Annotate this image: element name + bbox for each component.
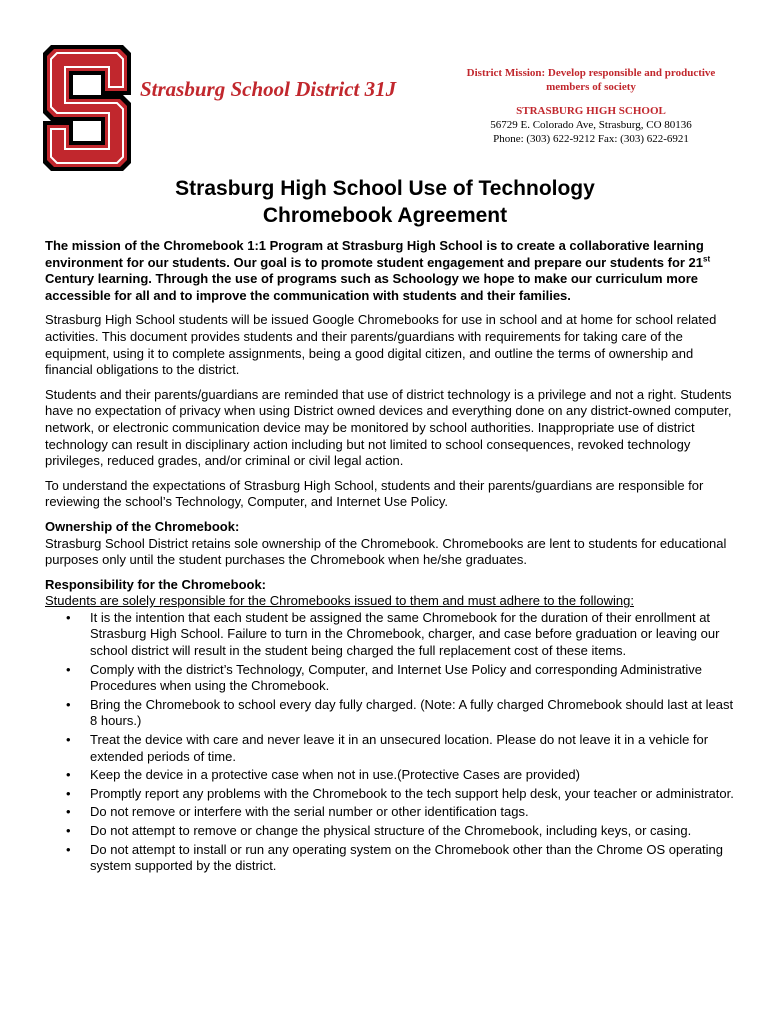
title-line-1: Strasburg High School Use of Technology [175, 177, 595, 200]
district-name: Strasburg School District 31J [140, 77, 397, 101]
responsibility-heading: Responsibility for the Chromebook: [45, 576, 267, 592]
ownership-section [45, 519, 735, 569]
district-mission: District Mission: Develop responsible and productive members of society [466, 67, 716, 93]
district-logo [43, 45, 131, 171]
list-item: • Comply with the district’s Technology, Computer, and Internet Use Policy and corresponding Administrative Procedures when using the Chromebook. [66, 661, 703, 694]
responsibility-section [45, 577, 735, 875]
school-contact-block [450, 66, 732, 146]
bullet-icon: • [66, 785, 71, 801]
list-item: • Treat the device with care and never leave it in an unsecured location. Please do not leave it in a vehicle for extended periods of time. [66, 732, 709, 764]
bullet-icon: • [66, 841, 71, 857]
intro-paragraph: The mission of the Chromebook 1:1 Program at Strasburg High School is to create a collaborative learning environment for our students. Our goal is to promote student engagement and prepare our students for 21st Century learning. Through the use of programs such as Schoology we hope to make our curriculum more accessible for all and to improve the communication with students and their families. [45, 238, 711, 303]
responsibility-list [45, 610, 735, 875]
bullet-icon: • [66, 661, 71, 677]
title-line-2: Chromebook Agreement [262, 204, 508, 227]
list-item: • It is the intention that each student be assigned the same Chromebook for the duration of their enrollment at Strasburg High School. Failure to turn in the Chromebook, charger, and case before graduation or leaving our school district will result in the student being charged the full replacement cost of these items. [66, 609, 720, 659]
responsibility-subheading: Students are solely responsible for the Chromebooks issued to them and must adhere to the following: [45, 593, 634, 609]
school-phone: Phone: (303) 622-9212 Fax: (303) 622-6921 [493, 133, 689, 145]
bullet-icon: • [66, 696, 71, 712]
list-item: • Do not attempt to remove or change the physical structure of the Chromebook, including keys, or casing. [66, 823, 692, 838]
school-address: 56729 E. Colorado Ave, Strasburg, CO 80136 [490, 119, 692, 131]
list-item: • Promptly report any problems with the Chromebook to the tech support help desk, your teacher or administrator. [66, 785, 734, 801]
list-item: • Do not remove or interfere with the serial number or other identification tags. [66, 804, 529, 820]
list-item: • Bring the Chromebook to school every day fully charged. (Note: A fully charged Chromebook should last at least 8 hours.) [66, 696, 734, 729]
list-item: • Keep the device in a protective case when not in use.(Protective Cases are provided) [66, 767, 580, 783]
document-body [45, 238, 735, 877]
bullet-icon: • [66, 823, 71, 838]
ownership-text: Strasburg School District retains sole ownership of the Chromebook. Chromebooks are lent to students for educational purposes only until the student purchases the Chromebook when he/she graduates. [45, 535, 727, 568]
school-name: STRASBURG HIGH SCHOOL [516, 105, 666, 117]
paragraph-policy: To understand the expectations of Strasburg High School, students and their parents/guardians are responsible for reviewing the school’s Technology, Computer, and Internet Use Policy. [45, 477, 704, 510]
bullet-icon: • [66, 732, 71, 748]
bullet-icon: • [66, 804, 71, 820]
document-title [0, 175, 770, 229]
paragraph-privilege: Students and their parents/guardians are reminded that use of district technology is a privilege and not a right. Students have no expectation of privacy when using District owned devices and everything done on any district-owned computer, network, or electronic communication device may be monitored by school authorities. Inappropriate use of district technology can result in disciplinary action including but not limited to school consequences, revoked technology privileges, reduced grades, and/or criminal or civil legal action. [45, 386, 732, 469]
list-item: • Do not attempt to install or run any operating system on the Chromebook other than the Chrome OS operating system supported by the district. [66, 841, 724, 874]
paragraph-issuance: Strasburg High School students will be issued Google Chromebooks for use in school and at home for school related activities. This document provides students and their parents/guardians with requirements for taking care of the equipment, using it to complete assignments, being a good digital citizen, and outline the terms of ownership and financial obligations to the district. [45, 312, 717, 378]
bullet-icon: • [66, 767, 71, 783]
ownership-heading: Ownership of the Chromebook: [45, 518, 240, 534]
bullet-icon: • [66, 609, 71, 625]
